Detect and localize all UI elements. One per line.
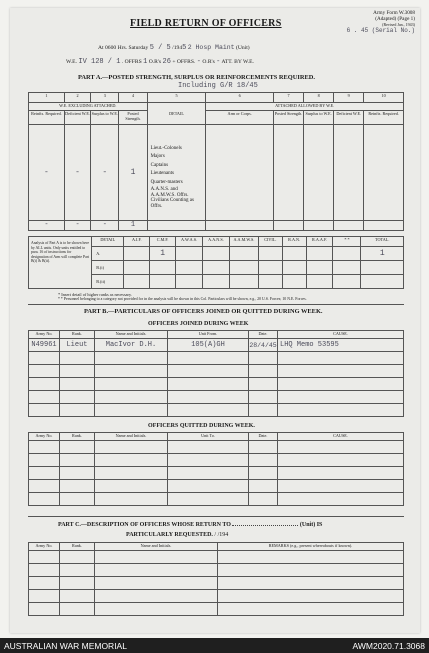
att-label: ATT. BY W.E. [221,59,254,65]
table-row [29,590,404,603]
unit-typed: 2 Hosp Maint [187,44,235,51]
divider [28,516,404,517]
part-c-request-line [126,532,228,538]
form-ref-line-3: (Revised Jan., 1943) [382,22,415,27]
analysis-header-row [29,237,404,247]
col-header: Name and Initials. [95,543,218,551]
rank: Lieut [60,339,95,352]
table-row [29,603,404,616]
serial-number: 6 . 45 (Serial No.) [346,27,415,34]
sub-header-row [29,111,404,125]
col-header: Rank. [60,433,95,441]
col-header: Army No. [29,433,60,441]
col-number: 7 [274,93,304,103]
year-prefix: /194 [172,45,183,51]
col-header: Surplus to W.E. [91,111,119,125]
quitted-heading: OFFICERS QUITTED DURING WEEK. [148,423,255,429]
table-row [29,404,404,417]
col-header: Rank. [60,331,95,339]
unit-label: (Unit) [235,45,250,51]
we-typed: IV 128 / 1 [78,58,121,66]
rank-item: Lieut.-Colonels [150,146,182,151]
we-excluding-header: W.E. EXCLUDING ATTACHED. [29,103,148,111]
detail-header: DETAIL [147,103,206,125]
reinfts-value: - [29,125,65,221]
rank-item: A.A.N.S. and A.A.M.W.S. Offrs. [150,187,189,198]
part-a-heading: PART A.—POSTED STRENGTH, SURPLUS OR REINFORCEMENTS REQUIRED. [78,74,315,81]
plus-offrs-label: + OFFRS. [172,59,196,65]
name: MacIvor D.H. [95,339,168,352]
ors-typed: 26 [162,58,171,66]
unit-is: (Unit) IS [299,522,323,528]
table-row [29,454,404,467]
rank-item: Civilians Counting as Offrs. [150,198,194,209]
analysis-col: A.A.M.W.S. [229,237,258,247]
col-number: 10 [364,93,404,103]
at-line [98,44,250,52]
joined-heading: OFFICERS JOINED DURING WEEK [148,321,249,327]
col-header: Reinfts. Required. [364,111,404,125]
col-number: 9 [334,93,364,103]
part-c-table [28,542,404,616]
rank-item: Quarter-masters [150,179,183,185]
col-header: Posted Strength. [274,111,304,125]
quitted-header-row [29,433,404,441]
total-value: 1 [361,247,404,261]
table-row [29,391,404,404]
form-ref-line-1: Army Form W.3008 [373,10,415,16]
col-header: Arm or Corps. [206,111,274,125]
part-b-heading: PART B.—PARTICULARS OF OFFICERS JOINED OR QUITTED DURING WEEK. [84,308,323,315]
column-number-row [29,93,404,103]
total-value: 1 [119,221,147,231]
col-header: CAUSE. [278,433,404,441]
part-a-table [28,92,404,231]
date-blank: / /194 [214,532,229,538]
form-title: FIELD RETURN OF OFFICERS [130,18,282,29]
analysis-table [28,236,404,289]
footer-left: AUSTRALIAN WAR MEMORIAL [4,641,127,651]
plus-offrs-typed: - [196,58,201,66]
col-header: Name and Initials. [95,331,168,339]
offrs-label: . OFFRS [121,59,142,65]
form-ref-line-2: (Adapted) (Page 1) [375,16,415,22]
army-no: N49961 [29,339,60,352]
attached-allowed-header: ATTACHED ALLOWED BY W.E. [206,103,404,111]
col-header: Surplus to W.E. [304,111,334,125]
table-row [29,551,404,564]
table-row [29,441,404,454]
analysis-col: TOTAL. [361,237,404,247]
date-typed: 5 / 5 [149,44,171,52]
analysis-col: C.M.F. [150,237,176,247]
particularly-requested: PARTICULARLY REQUESTED. [126,532,213,538]
analysis-col: A.A.N.S. [203,237,230,247]
year-typed: 5 [182,44,187,52]
offrs-typed: 1 [143,58,148,66]
table-row [29,564,404,577]
analysis-note: Analysis of Part A is to be shown here by ALL units. Only units entitled to para. 16 of instructions for designation of Arm will complete Part B(i) & B(ii). [29,237,92,289]
rank-list [147,125,206,221]
row-label: B.(ii) [92,275,124,289]
col-number: 5 [147,93,206,103]
divider [28,304,404,305]
col-header: Army No. [29,543,60,551]
col-number: 2 [64,93,90,103]
ors2-typed: - [216,58,221,66]
table-row [29,480,404,493]
table-row [29,467,404,480]
group-header-row [29,103,404,111]
total-value: - [91,221,119,231]
ranks-row [29,125,404,221]
col-header: Posted Strength. [119,111,147,125]
col-header: Name and Initials. [95,433,168,441]
analysis-col: A.W.A.S. [176,237,203,247]
at-prefix: At 0600 Hrs. Saturday [98,45,149,51]
analysis-col: R.A.N. [282,237,306,247]
col-header: Date. [249,433,278,441]
archive-footer [0,638,429,653]
including-note: Including G/R 18/45 [178,82,258,90]
we-line [66,58,254,66]
col-header: Rank. [60,543,95,551]
joined-table [28,330,404,417]
part-c-heading-line [58,522,322,528]
total-row [29,221,404,231]
col-header: Deficient W.E. [334,111,364,125]
table-row [29,577,404,590]
footnote-1: * Insert detail of higher ranks as necessary. [58,292,132,297]
date: 28/4/45 [249,339,278,352]
part-c-heading: PART C.—DESCRIPTION OF OFFICERS WHOSE RETURN TO [58,522,231,528]
col-number: 6 [206,93,274,103]
table-row [29,339,404,352]
analysis-col: CIVIL. [258,237,282,247]
posted-value: 1 [119,125,147,221]
table-row [29,378,404,391]
analysis-col: A.I.F. [124,237,150,247]
footer-right: AWM2020.71.3068 [352,641,425,651]
table-row [29,352,404,365]
col-number: 8 [304,93,334,103]
form-reference [347,10,415,34]
col-header: Unit To. [168,433,249,441]
col-number: 1 [29,93,65,103]
ors-label: O.R's [148,59,162,65]
col-header: Army No. [29,331,60,339]
deficient-value: - [64,125,90,221]
table-row [29,493,404,506]
rank-item: Lieutenants [150,171,174,177]
row-label: A. [92,247,124,261]
quitted-table [28,432,404,506]
table-row [29,365,404,378]
col-header: REMARKS (e.g., present whereabouts if known). [218,543,404,551]
surplus-value: - [91,125,119,221]
col-number: 3 [91,93,119,103]
col-header: Date. [249,331,278,339]
col-number: 4 [119,93,147,103]
analysis-col: * * [333,237,361,247]
col-header: CAUSE. [278,331,404,339]
joined-header-row [29,331,404,339]
cause: LHQ Memo 53595 [278,339,404,352]
rank-item: Captains [150,162,169,168]
detail-label: DETAIL [92,237,124,247]
analysis-col: R.A.A.F. [306,237,333,247]
cmf-value: 1 [150,247,176,261]
rank-item: Majors [150,154,165,160]
col-header: Deficient W.E. [64,111,90,125]
unit-from: 105(A)GH [168,339,249,352]
footnote-2: * * Personnel belonging to a category not provided for in the analysis will be shown in this Col. Particulars will be shown, e.g., 20 U.S. Forces; 10 N.E. Forces. [58,297,307,301]
total-value: - [29,221,65,231]
col-header: Reinfts. Required. [29,111,65,125]
we-prefix: W.E. [66,59,77,65]
row-label: B.(i) [92,261,124,275]
col-header: Unit From. [168,331,249,339]
part-c-header-row [29,543,404,551]
total-value: - [64,221,90,231]
ors2-label: O.R's [202,59,215,65]
